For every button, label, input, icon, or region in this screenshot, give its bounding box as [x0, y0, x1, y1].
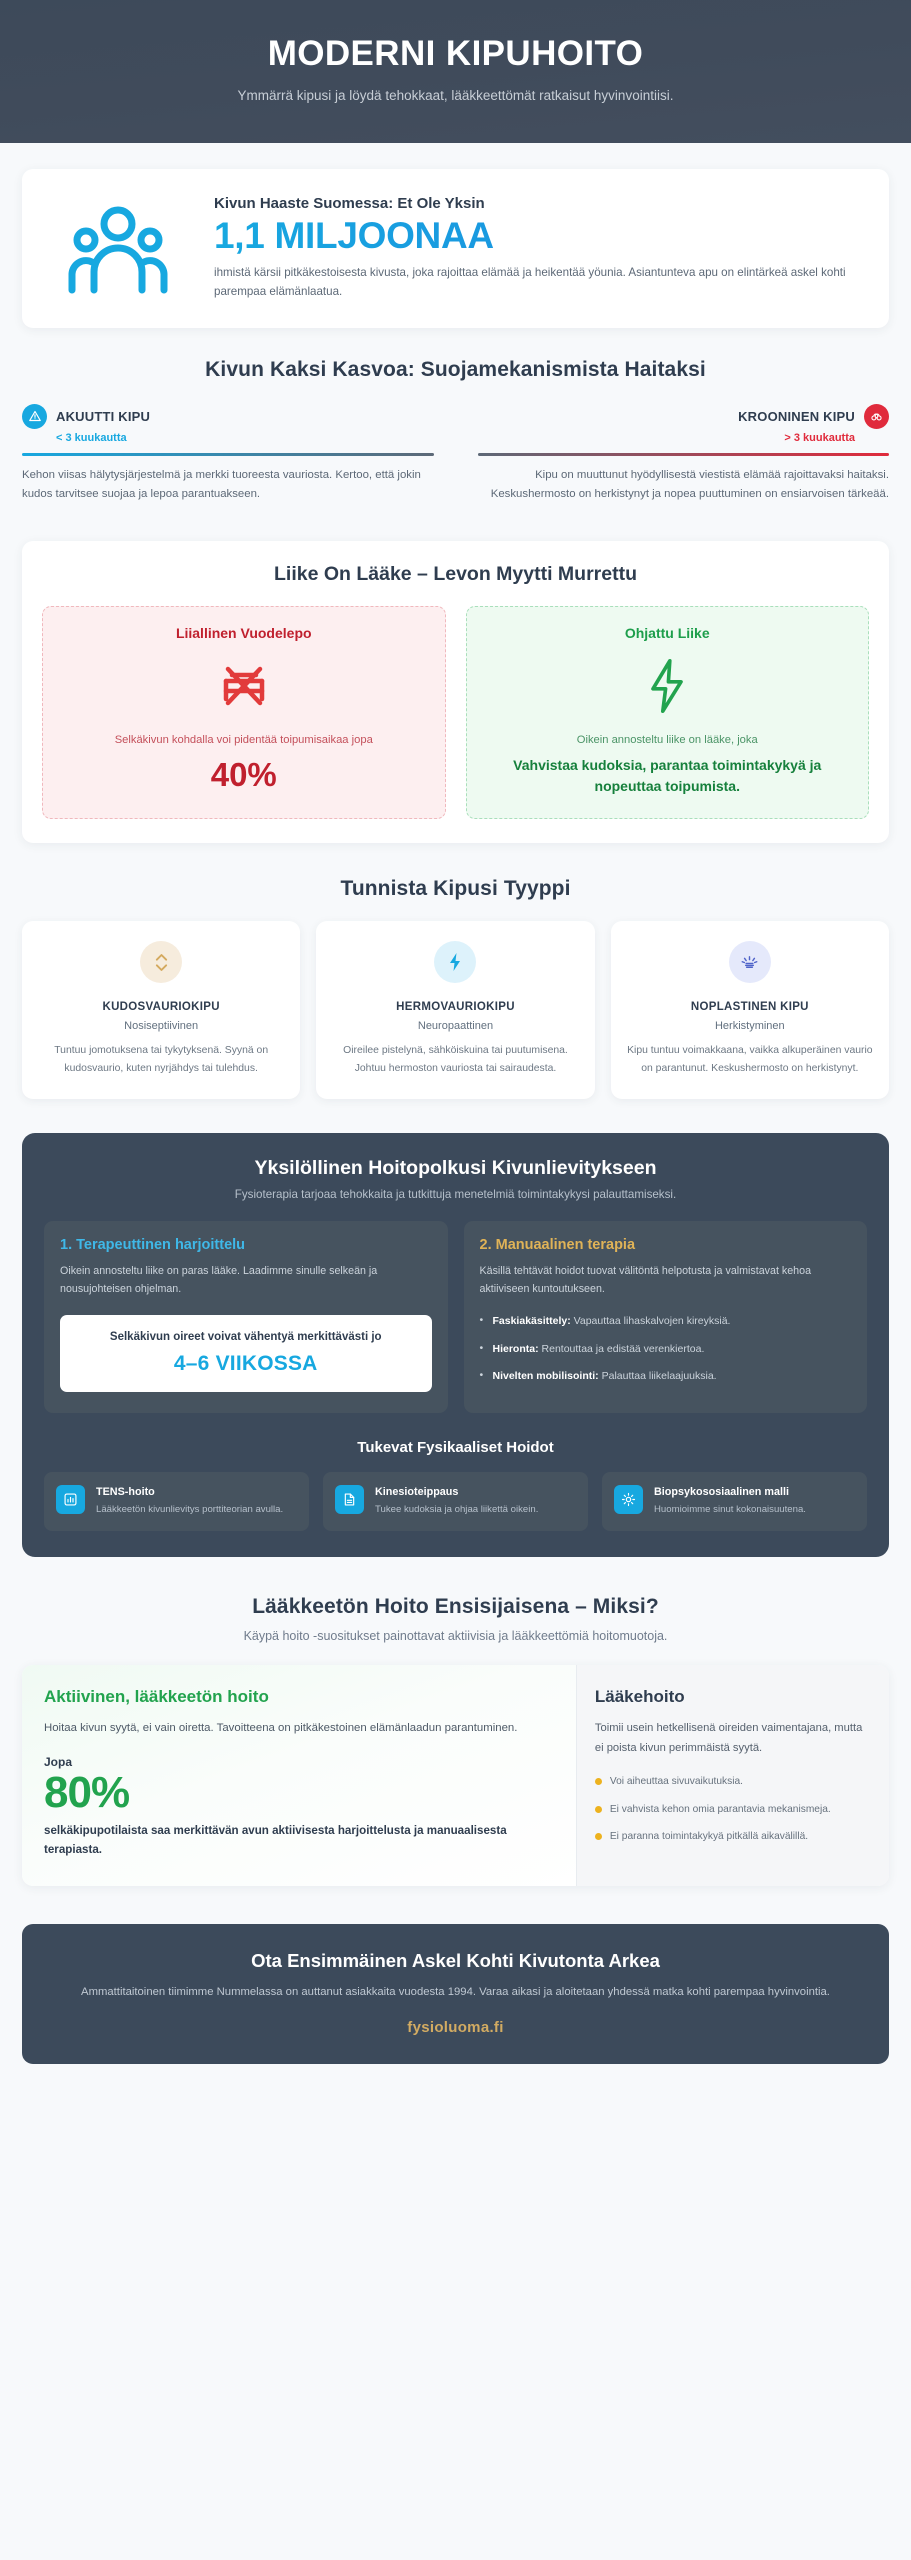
pain-type-name: NOPLASTINEN KIPU	[690, 1001, 809, 1014]
support-card-body: Tukee kudoksia ja ohjaa liikettä oikein.	[375, 1503, 539, 1515]
active-treatment-panel	[22, 1665, 577, 1885]
support-card	[323, 1472, 588, 1531]
pain-type-name: KUDOSVAURIOKIPU	[102, 1001, 220, 1014]
treatment-path-title: Yksilöllinen Hoitopolkusi Kivunlievitykseen	[254, 1157, 657, 1180]
pain-type-card	[22, 921, 300, 1099]
path-step-1-heading: 1. Terapeuttinen harjoittelu	[60, 1237, 246, 1254]
hero-banner	[0, 0, 911, 143]
stat-card	[22, 169, 889, 327]
bedrest-box	[42, 606, 446, 820]
pain-type-subtitle: Herkistyminen	[714, 1020, 785, 1033]
manual-therapy-list	[480, 1313, 852, 1384]
pain-type-body: Oireilee pistelynä, sähköiskuina tai puutumisena. Johtuu hermoston vauriosta tai sairaudesta.	[343, 1045, 568, 1074]
pain-type-subtitle: Nosiseptiivinen	[124, 1020, 199, 1033]
manual-therapy-term: Hieronta:	[492, 1342, 539, 1355]
bedrest-lead: Selkäkivun kohdalla voi pidentää toipumisaikaa jopa	[114, 733, 373, 746]
page-title: MODERNI KIPUHOITO	[267, 34, 644, 73]
medication-con: Voi aiheuttaa sivuvaikutuksia.	[609, 1776, 743, 1788]
list-item	[595, 1802, 871, 1818]
guided-movement-value: Vahvistaa kudoksia, parantaa toimintakykyä ja nopeuttaa toipumista.	[513, 756, 822, 794]
list-item	[480, 1368, 852, 1384]
lightning-bolt-icon	[434, 941, 476, 983]
active-treatment-heading: Aktiivinen, lääkkeetön hoito	[44, 1687, 269, 1707]
manual-therapy-term: Nivelten mobilisointi:	[492, 1370, 599, 1383]
why-drugfree-section	[0, 1557, 911, 1885]
pain-type-card	[611, 921, 889, 1099]
cta-body: Ammattitaitoinen tiimimme Nummelassa on auttanut asiakkaita vuodesta 1994. Varaa aikasi ja aloitetaan yhdessä matka kohti parempaa hyvinvointia.	[81, 1985, 830, 1998]
manual-therapy-desc: Rentouttaa ja edistää verenkiertoa.	[541, 1342, 705, 1355]
movement-card	[22, 541, 889, 844]
path-step-1	[44, 1221, 448, 1413]
people-group-icon	[48, 202, 188, 294]
stat-card-description: ihmistä kärsii pitkäkestoisesta kivusta, joka rajoittaa elämää ja heikentää yöunia. Asiantunteva apu on elintärkeä askel kohti parempaa elämänlaatua.	[214, 265, 846, 299]
lightning-bolt-icon	[483, 655, 853, 717]
manual-therapy-term: Faskiakäsittely:	[492, 1315, 571, 1328]
pain-type-card	[316, 921, 594, 1099]
cta-footer	[22, 1924, 889, 2064]
pain-type-body: Tuntuu jomotuksena tai tykytyksenä. Syynä on kudosvaurio, kuten nyrjähdys tai tulehdus.	[54, 1045, 269, 1074]
active-treatment-percent: 80%	[44, 1767, 130, 1817]
acute-pain-name: AKUUTTI KIPU	[56, 408, 151, 424]
pain-types-title: Tunnista Kipusi Tyyppi	[340, 877, 571, 901]
treatment-path-subtitle: Fysioterapia tarjoaa tehokkaita ja tutkittuja menetelmiä toimintakykysi palauttamiseksi.	[234, 1188, 677, 1202]
guided-movement-lead: Oikein annosteltu liike on lääke, joka	[576, 733, 758, 746]
support-card	[44, 1472, 309, 1531]
acute-pain-column	[22, 404, 456, 513]
medication-con: Ei paranna toimintakykyä pitkällä aikavälillä.	[609, 1830, 809, 1842]
medication-body: Toimii usein hetkellisenä oireiden vaimentajana, mutta ei poista kivun perimmäistä syytä.	[594, 1722, 863, 1754]
active-treatment-jopa-label: Jopa	[44, 1754, 73, 1769]
guided-movement-box	[466, 606, 870, 820]
support-card	[602, 1472, 867, 1531]
bullet-dot-icon	[595, 1778, 602, 1785]
manual-therapy-desc: Vapauttaa lihaskalvojen kireyksiä.	[573, 1315, 731, 1328]
bedrest-heading: Liiallinen Vuodelepo	[175, 624, 312, 641]
path-step-2	[464, 1221, 868, 1413]
chronic-pain-body: Kipu on muuttunut hyödyllisestä viestistä elämää rajoittavaksi haitaksi. Keskushermosto on herkistynyt ja nopea puuttuminen on ensiarvoisen tärkeää.	[490, 468, 889, 501]
chronic-pain-column	[456, 404, 890, 513]
cta-title: Ota Ensimmäinen Askel Kohti Kivutonta Arkea	[251, 1949, 660, 1971]
bullet-dot-icon	[595, 1806, 602, 1813]
two-faces-title: Kivun Kaksi Kasvoa: Suojamekanismista Haitaksi	[205, 357, 706, 381]
list-item	[480, 1341, 852, 1357]
no-bedrest-icon	[59, 655, 429, 717]
chronic-divider	[478, 453, 890, 456]
warning-triangle-icon	[22, 404, 47, 429]
pain-type-body: Kipu tuntuu voimakkaana, vaikka alkuperäinen vaurio on parantunut. Keskushermosto on herkistynyt.	[627, 1045, 873, 1074]
chronic-pain-name: KROONINEN KIPU	[738, 408, 855, 424]
medication-cons-list	[595, 1774, 871, 1845]
acute-pain-body: Kehon viisas hälytysjärjestelmä ja merkki tuoreesta vauriosta. Kertoo, että jokin kudos tarvitsee suojaa ja lepoa parantuakseen.	[22, 468, 421, 501]
why-subtitle: Käypä hoito -suositukset painottavat aktiivisia ja lääkkeettömiä hoitomuotoja.	[243, 1629, 668, 1644]
acute-pain-duration: < 3 kuukautta	[56, 431, 127, 444]
support-card-body: Huomioimme sinut kokonaisuutena.	[654, 1503, 806, 1515]
page-subtitle: Ymmärrä kipusi ja löydä tehokkaat, lääkkeettömät ratkaisut hyvinvointiisi.	[237, 88, 674, 104]
recovery-highlight-value: 4–6 VIIKOSSA	[173, 1351, 318, 1375]
pain-type-name: HERMOVAURIOKIPU	[396, 1001, 515, 1014]
active-treatment-body: Hoitaa kivun syytä, ei vain oiretta. Tavoitteena on pitkäkestoinen elämänlaadun parantuminen.	[44, 1722, 518, 1735]
recovery-highlight-line: Selkäkivun oireet voivat vähentyä merkittävästi jo	[109, 1331, 382, 1344]
support-card-name: TENS-hoito	[96, 1486, 155, 1499]
chart-bars-icon	[56, 1485, 85, 1514]
path-step-2-body: Käsillä tehtävät hoidot tuovat välitöntä helpotusta ja valmistavat kehoa aktiiviseen kuntoutukseen.	[479, 1265, 812, 1296]
support-card-name: Biopsykososiaalinen malli	[654, 1486, 790, 1499]
movement-title: Liike On Lääke – Levon Myytti Murrettu	[274, 562, 637, 585]
path-step-1-body: Oikein annosteltu liike on paras lääke. Laadimme sinulle selkeän ja nousujohteisen ohjelman.	[60, 1265, 378, 1296]
medication-panel	[577, 1665, 889, 1885]
list-item	[480, 1313, 852, 1329]
chevrons-up-down-icon	[140, 941, 182, 983]
two-faces-section	[0, 328, 911, 513]
document-icon	[335, 1485, 364, 1514]
infinity-icon	[864, 404, 889, 429]
path-step-2-heading: 2. Manuaalinen terapia	[479, 1237, 636, 1254]
cta-domain-link[interactable]: fysioluoma.fi	[407, 2018, 504, 2036]
list-item	[595, 1774, 871, 1790]
pain-type-subtitle: Neuropaattinen	[417, 1020, 494, 1033]
medication-heading: Lääkehoito	[594, 1687, 685, 1707]
chronic-pain-duration: > 3 kuukautta	[784, 431, 855, 444]
pain-types-section	[0, 843, 911, 1099]
why-title: Lääkkeetön Hoito Ensisijaisena – Miksi?	[252, 1595, 659, 1619]
bedrest-percent: 40%	[210, 755, 277, 793]
treatment-path-section	[0, 1099, 911, 1557]
radiating-brain-icon	[729, 941, 771, 983]
stat-card-number: 1,1 MILJOONAA	[214, 215, 855, 256]
cta-footer-section	[0, 1886, 911, 2086]
acute-divider	[22, 453, 434, 456]
support-treatments-title: Tukevat Fysikaaliset Hoidot	[357, 1439, 554, 1457]
guided-movement-heading: Ohjattu Liike	[624, 624, 710, 641]
manual-therapy-desc: Palauttaa liikelaajuuksia.	[601, 1370, 717, 1383]
gear-icon	[614, 1485, 643, 1514]
active-treatment-conclusion: selkäkipupotilaista saa merkittävän avun aktiivisesta harjoittelusta ja manuaalisesta terapiasta.	[44, 1823, 507, 1856]
stat-card-section	[0, 143, 911, 327]
list-item	[595, 1829, 871, 1845]
support-card-body: Lääkkeetön kivunlievitys porttiteorian avulla.	[96, 1503, 284, 1515]
stat-card-eyebrow: Kivun Haaste Suomessa: Et Ole Yksin	[214, 195, 485, 213]
medication-con: Ei vahvista kehon omia parantavia mekanismeja.	[609, 1803, 831, 1815]
bullet-dot-icon	[595, 1833, 602, 1840]
recovery-highlight	[60, 1315, 432, 1391]
support-card-name: Kinesioteippaus	[375, 1486, 459, 1499]
movement-section	[0, 513, 911, 844]
treatment-path-panel	[22, 1133, 889, 1557]
